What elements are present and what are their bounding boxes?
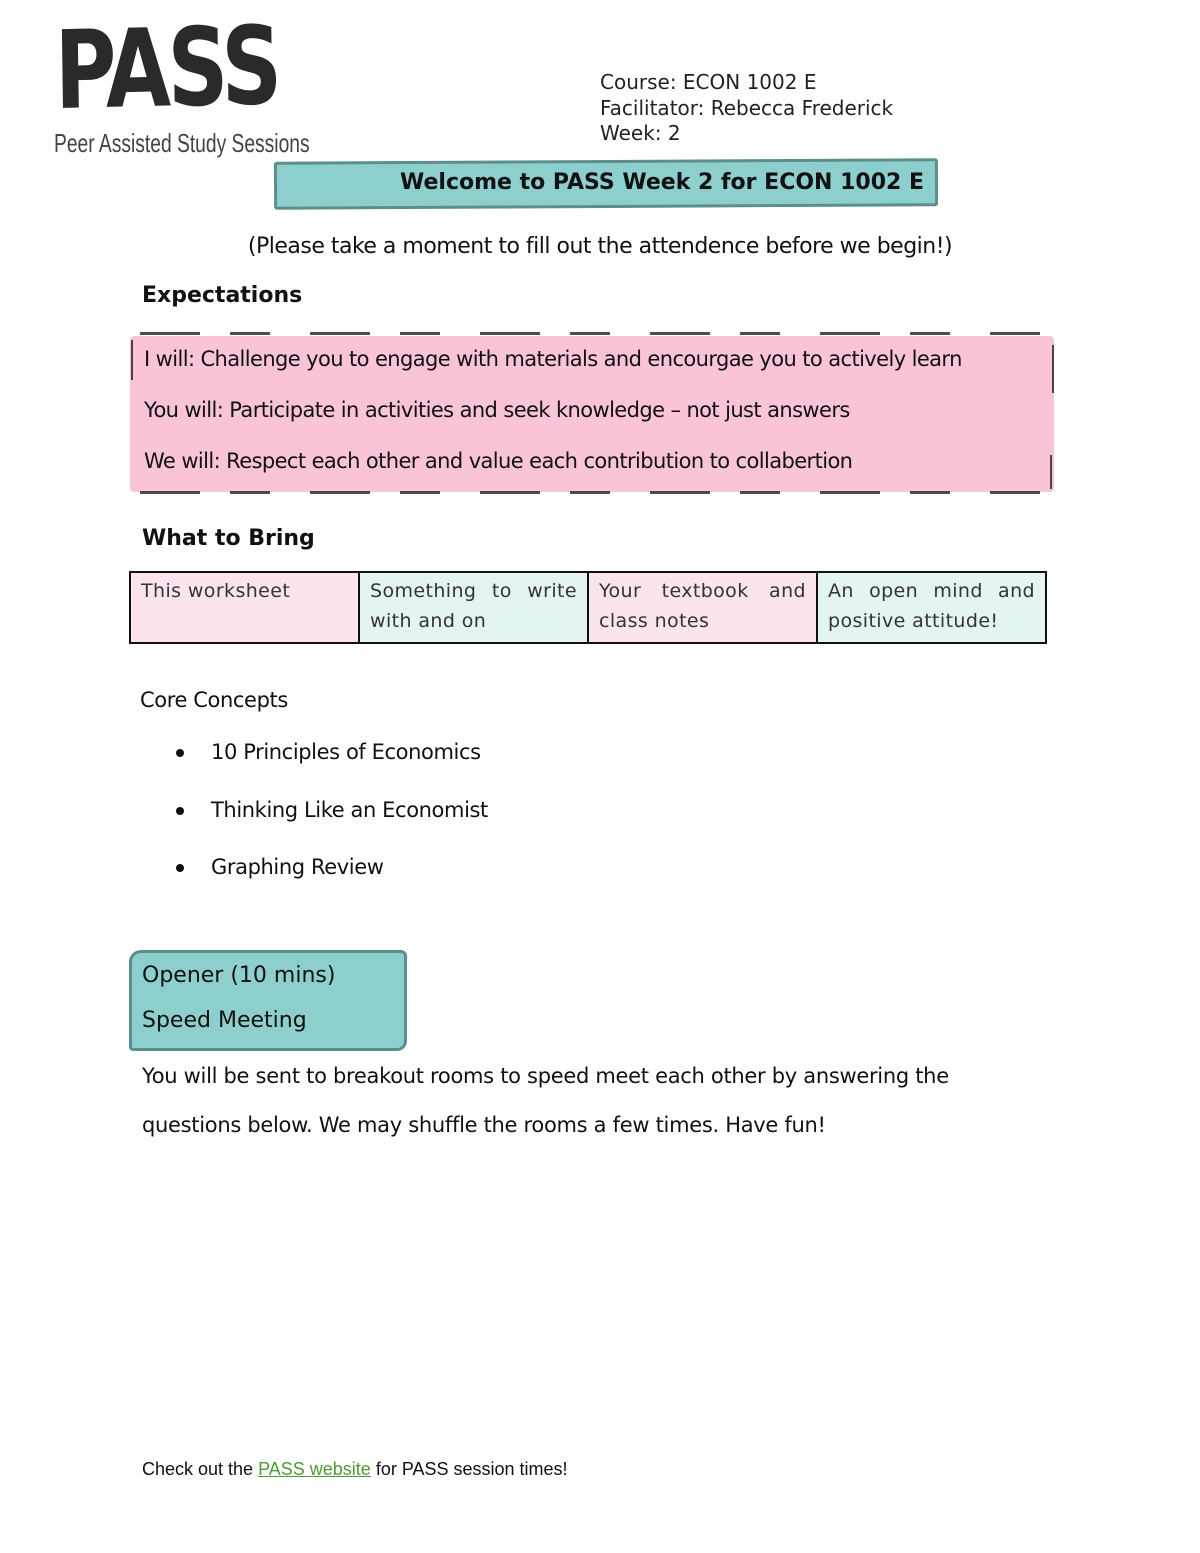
bring-item-writing-materials: Something to write with and on [358,573,587,642]
footer-note [142,1459,568,1480]
pass-website-link[interactable]: PASS website [258,1459,371,1479]
what-to-bring-heading: What to Bring [142,526,315,551]
opener-description: You will be sent to breakout rooms to speed meet each other by answering the questions below. We may shuffle the rooms a few times. Have fun! [142,1064,949,1137]
expectations-box-top-edge [140,332,1040,335]
expectations-box-bottom-edge [140,491,1040,494]
expectations-box-right-edge [1052,345,1054,393]
bring-item-worksheet: This worksheet [131,573,358,642]
list-item [140,790,488,848]
expectation-i-will: I will: Challenge you to engage with materials and encourgae you to actively learn [144,347,962,371]
concept-label: 10 Principles of Economics [211,740,481,764]
footer-prefix: Check out the [142,1459,259,1479]
logo-subtitle: Peer Assisted Study Sessions [54,128,310,158]
expectations-box-left-edge [131,340,133,380]
what-to-bring-table [129,571,1047,644]
week-label: Week: 2 [600,121,681,145]
core-concepts-heading: Core Concepts [140,688,288,712]
pass-logo [53,3,310,162]
bring-item-textbook: Your textbook and class notes [587,573,816,642]
expectation-you-will: You will: Participate in activities and seek knowledge – not just answers [144,398,850,422]
bring-item-attitude: An open mind and positive attitude! [816,573,1045,642]
bullet-icon [176,749,184,757]
expectations-heading: Expectations [142,283,303,308]
facilitator-label: Facilitator: Rebecca Frederick [600,95,894,120]
attendance-note: (Please take a moment to fill out the attendence before we begin!) [247,234,953,259]
list-item [140,732,488,790]
welcome-title: Welcome to PASS Week 2 for ECON 1002 E [400,170,925,195]
opener-title: Opener (10 mins) [142,963,336,988]
concept-label: Graphing Review [211,855,384,879]
course-label: Course: ECON 1002 E [600,70,817,94]
footer-suffix: for PASS session times! [370,1459,568,1479]
core-concepts-list [140,732,488,905]
logo-wordmark: PASS [53,3,280,134]
list-item [140,847,488,905]
bullet-icon [176,807,184,815]
concept-label: Thinking Like an Economist [211,797,488,822]
course-info [600,70,893,147]
expectation-we-will: We will: Respect each other and value each contribution to collabertion [144,449,853,473]
bullet-icon [176,864,184,872]
opener-subtitle: Speed Meeting [142,1008,307,1033]
expectations-box-right-edge-lower [1050,455,1052,489]
